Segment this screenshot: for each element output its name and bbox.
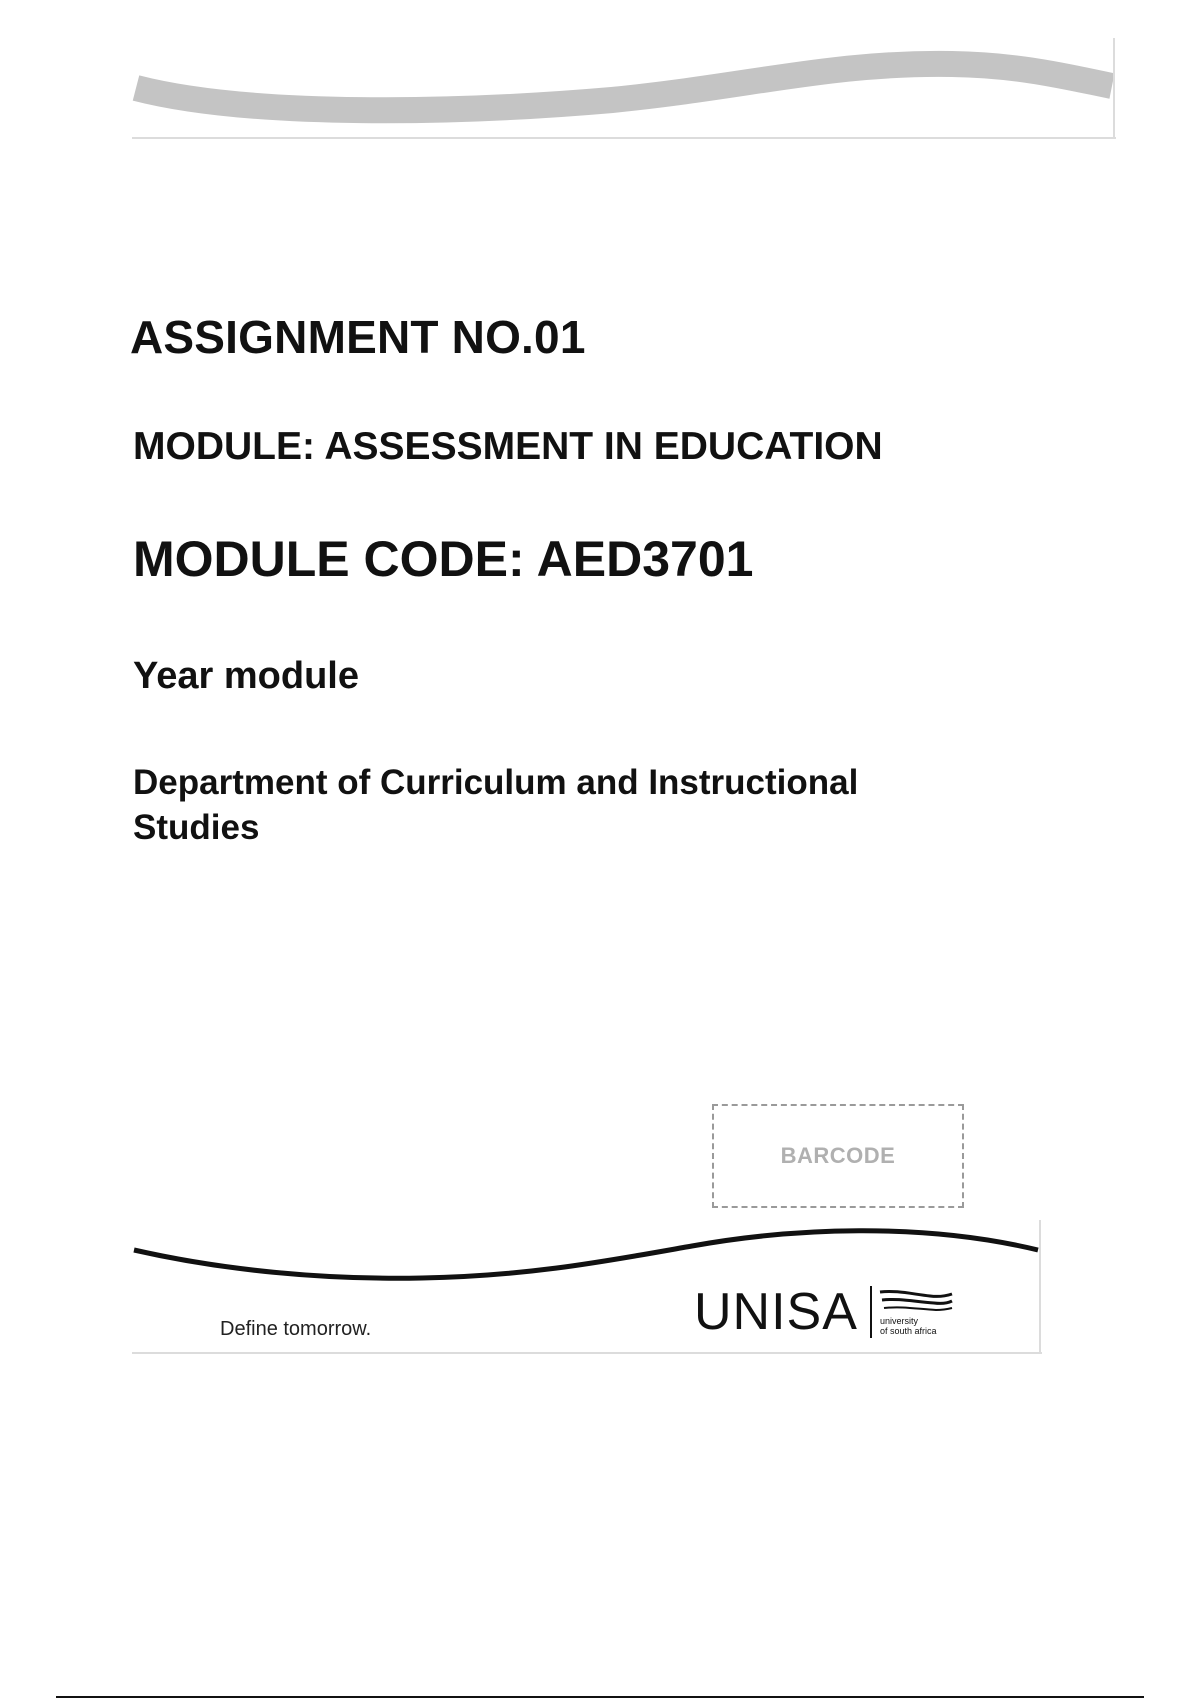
barcode-label: BARCODE <box>780 1143 896 1168</box>
barcode-placeholder <box>712 1104 964 1208</box>
department-name: Department of Curriculum and Instructional Studies <box>133 763 859 847</box>
top-wave-banner <box>132 38 1116 140</box>
assignment-title: ASSIGNMENT NO.01 <box>130 311 586 363</box>
unisa-swoosh-icon <box>878 1288 954 1314</box>
unisa-subtitle-line-2: of south africa <box>880 1326 937 1336</box>
year-module: Year module <box>133 655 359 697</box>
unisa-wordmark: UNISA <box>694 1283 858 1341</box>
page-bottom-rule <box>56 1696 1144 1698</box>
unisa-logo <box>694 1282 964 1342</box>
logo-divider <box>870 1286 872 1338</box>
tagline: Define tomorrow. <box>220 1318 372 1340</box>
module-name: MODULE: ASSESSMENT IN EDUCATION <box>133 425 883 468</box>
unisa-subtitle-line-1: university <box>880 1316 919 1326</box>
module-code: MODULE CODE: AED3701 <box>133 531 754 587</box>
unisa-subtitle <box>880 1316 937 1336</box>
